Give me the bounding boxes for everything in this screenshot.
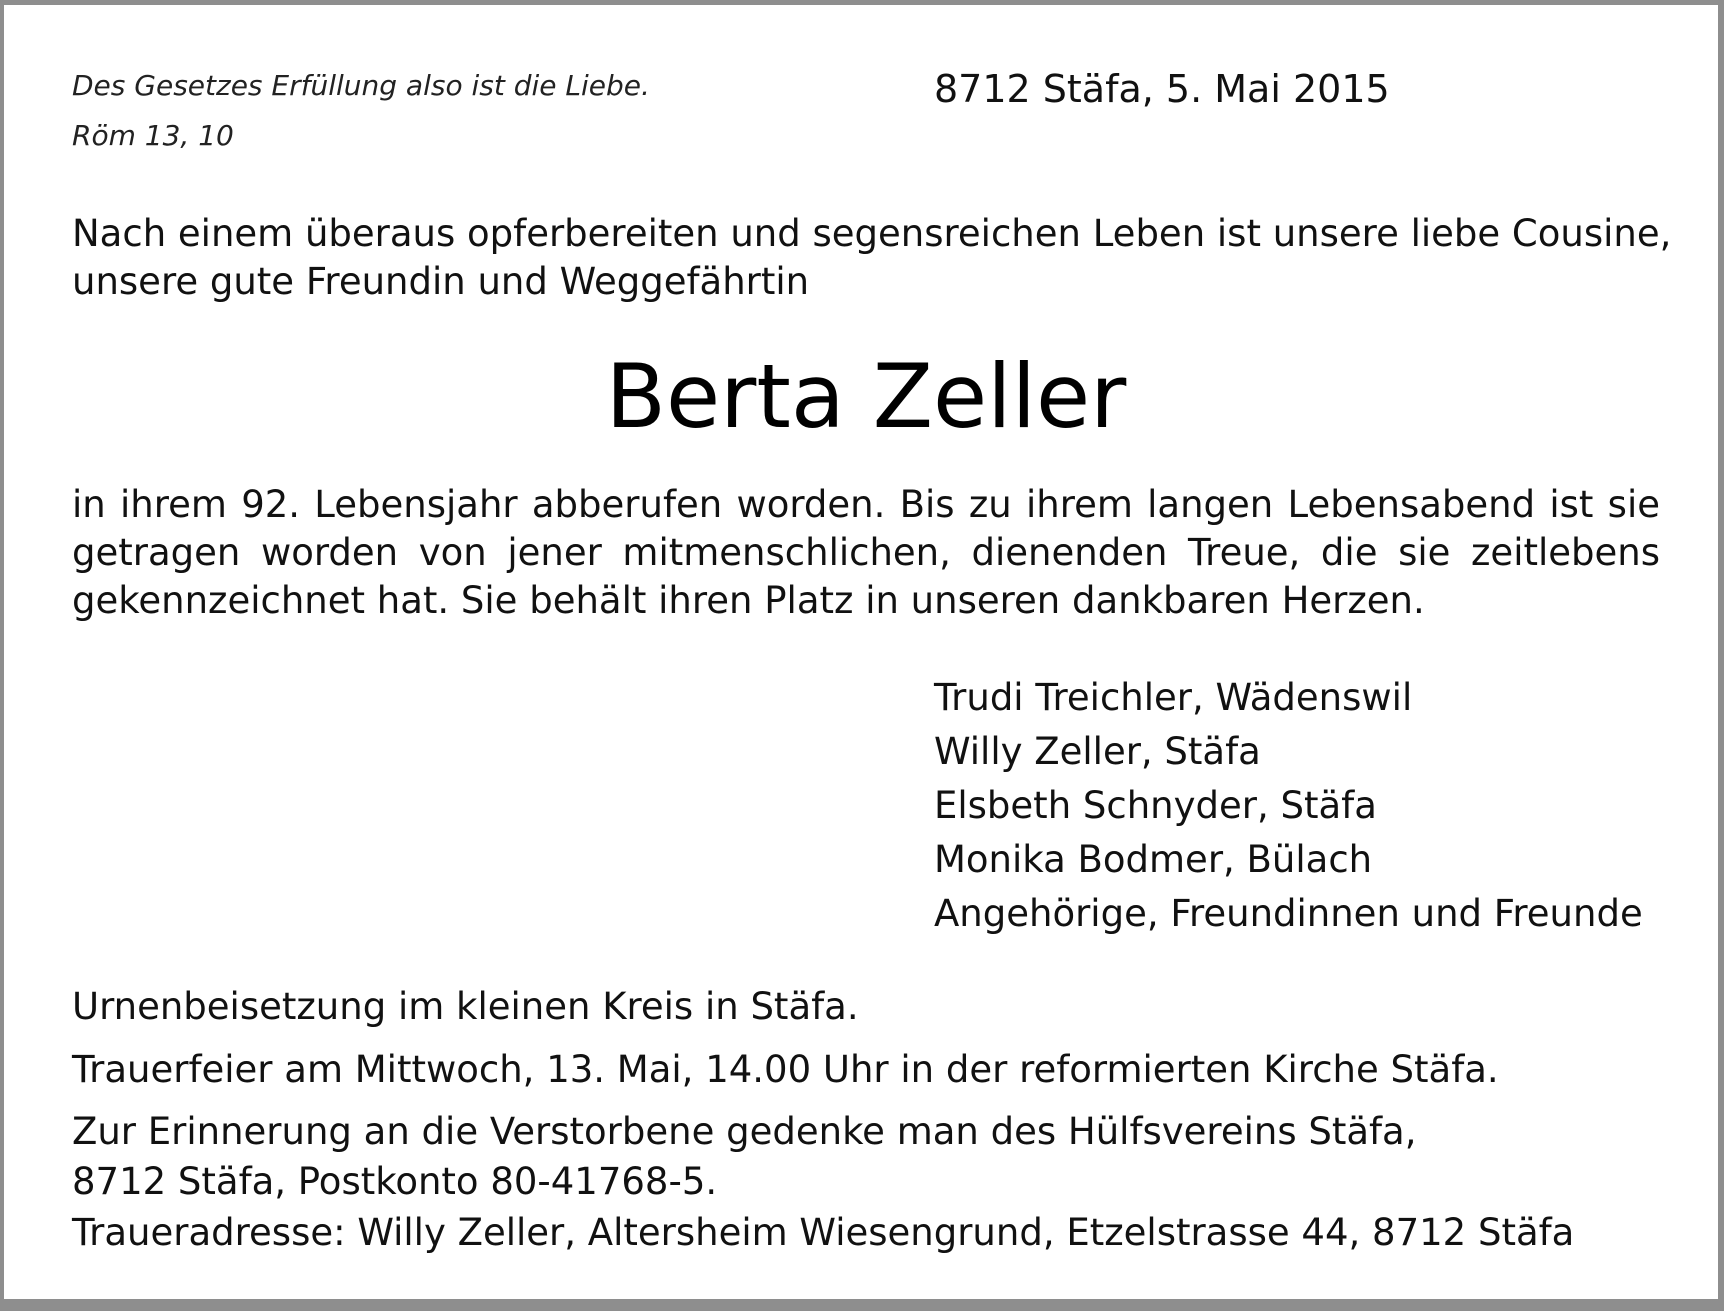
mourner-entry: Elsbeth Schnyder, Stäfa [934, 784, 1377, 827]
mourner-entry: Monika Bodmer, Bülach [934, 838, 1373, 881]
place-and-date: 8712 Stäfa, 5. Mai 2015 [934, 67, 1390, 111]
body-paragraph [72, 481, 1660, 625]
service-notice: Trauerfeier am Mittwoch, 13. Mai, 14.00 Uhr in der reformierten Kirche Stäfa. [72, 1048, 1499, 1091]
memorial-donation-notice [72, 1107, 1416, 1207]
body-line: gekennzeichnet hat. Sie behält ihren Platz in unseren dankbaren Herzen. [72, 579, 1425, 622]
bible-verse-reference: Röm 13, 10 [72, 119, 234, 152]
intro-line: Nach einem überaus opferbereiten und segensreichen Leben ist unsere liebe Cousine, [72, 212, 1672, 255]
mourner-entry: Willy Zeller, Stäfa [934, 730, 1261, 773]
mourners-list [934, 671, 1643, 941]
memorial-line: 8712 Stäfa, Postkonto 80-41768-5. [72, 1160, 718, 1203]
burial-notice: Urnenbeisetzung im kleinen Kreis in Stäfa. [72, 985, 859, 1028]
mourning-address: Traueradresse: Willy Zeller, Altersheim Wiesengrund, Etzelstrasse 44, 8712 Stäfa [72, 1211, 1575, 1254]
deceased-name: Berta Zeller [605, 345, 1127, 448]
body-line: getragen worden von jener mitmenschlichen, dienenden Treue, die sie zeitlebens [72, 531, 1660, 574]
intro-paragraph [72, 210, 1672, 306]
intro-line: unsere gute Freundin und Weggefährtin [72, 260, 810, 303]
memorial-line: Zur Erinnerung an die Verstorbene gedenke man des Hülfsvereins Stäfa, [72, 1110, 1417, 1153]
mourner-entry: Angehörige, Freundinnen und Freunde [934, 892, 1643, 935]
bible-verse: Des Gesetzes Erfüllung also ist die Liebe. [72, 69, 650, 102]
body-line: in ihrem 92. Lebensjahr abberufen worden. Bis zu ihrem langen Lebensabend ist sie [72, 483, 1660, 526]
mourner-entry: Trudi Treichler, Wädenswil [934, 676, 1413, 719]
